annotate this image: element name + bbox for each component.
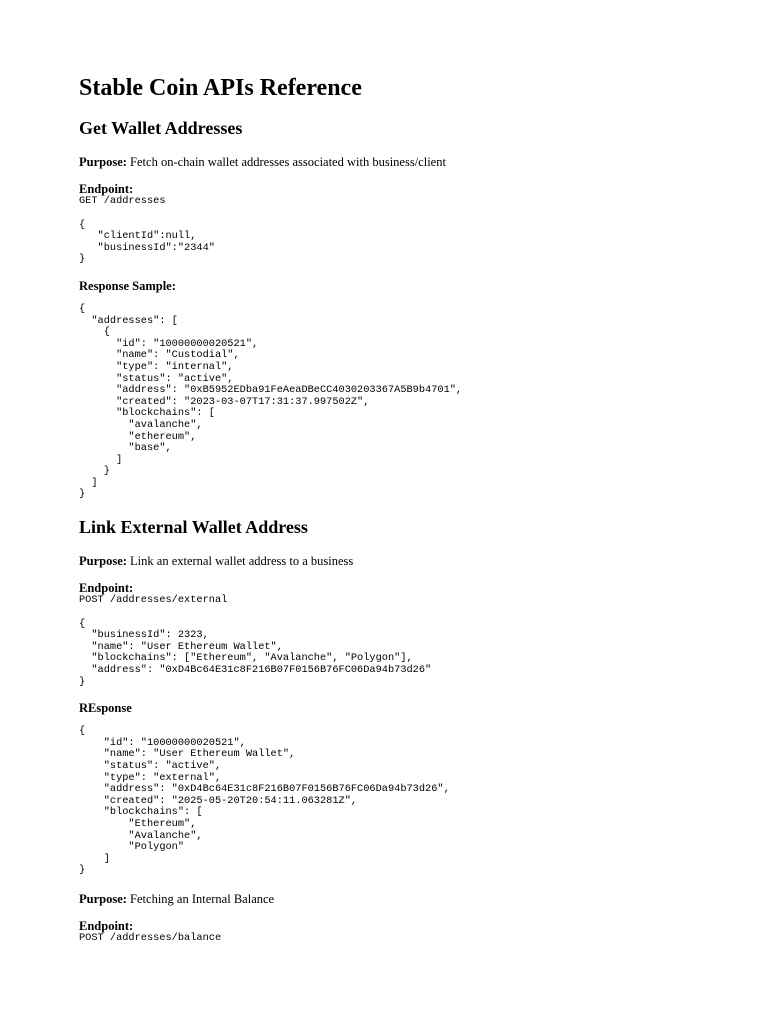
endpoint-label: Endpoint:: [79, 581, 134, 596]
response-label: Response Sample:: [79, 278, 176, 293]
document-page: [79, 72, 739, 945]
purpose-line: [79, 891, 739, 907]
request-body-code: { "clientId":null, "businessId":"2344" }: [79, 218, 215, 266]
purpose-text: Link an external wallet address to a business: [130, 554, 354, 569]
endpoint-path: POST /addresses/external: [79, 594, 228, 607]
purpose-text: Fetch on-chain wallet addresses associated with business/client: [130, 155, 446, 169]
endpoint-label: Endpoint:: [79, 918, 134, 933]
purpose-line: [79, 154, 739, 170]
section-internal-balance: [79, 891, 739, 945]
response-body-code: { "id": "10000000020521", "name": "User Ethereum Wallet", "status": "active", "type": "external", "address": "0xD4Bc64E31c8F216B07F0156B76FC06Da94b73d26", "created": "2025-05-20T20:54:11.063281Z", "blockchains": [ "Ethereum", "Avalanche", "Polygon" ] }: [79, 725, 450, 877]
endpoint-path: POST /addresses/balance: [79, 931, 222, 944]
purpose-label: Purpose:: [79, 155, 127, 169]
endpoint-label: Endpoint:: [79, 182, 134, 196]
section-link-external-wallet: [79, 515, 739, 877]
response-label: REsponse: [79, 701, 132, 716]
purpose-label: Purpose:: [79, 891, 127, 906]
section-heading: Get Wallet Addresses: [79, 118, 243, 138]
page-title: Stable Coin APIs Reference: [79, 75, 362, 101]
response-body-code: { "addresses": [ { "id": "10000000020521", "name": "Custodial", "type": "internal", "status": "active", "address": "0xB5952EDba91FeAeaDBeCC4030203367A5B9b4701", "created": "2023-03-07T17:31:37.997502Z", "blockchains": [ "avalanche", "ethereum", "base", ] } ] }: [79, 302, 463, 501]
purpose-text: Fetching an Internal Balance: [130, 891, 275, 906]
purpose-line: [79, 553, 739, 569]
endpoint-path: GET /addresses: [79, 195, 166, 207]
section-get-wallet-addresses: [79, 116, 739, 501]
purpose-label: Purpose:: [79, 554, 127, 569]
section-heading: Link External Wallet Address: [79, 517, 308, 538]
request-body-code: { "businessId": 2323, "name": "User Ethereum Wallet", "blockchains": ["Ethereum", "Avalanche", "Polygon"], "address": "0xD4Bc64E31c8F216B07F0156B76FC06Da94b73d26" }: [79, 617, 432, 688]
